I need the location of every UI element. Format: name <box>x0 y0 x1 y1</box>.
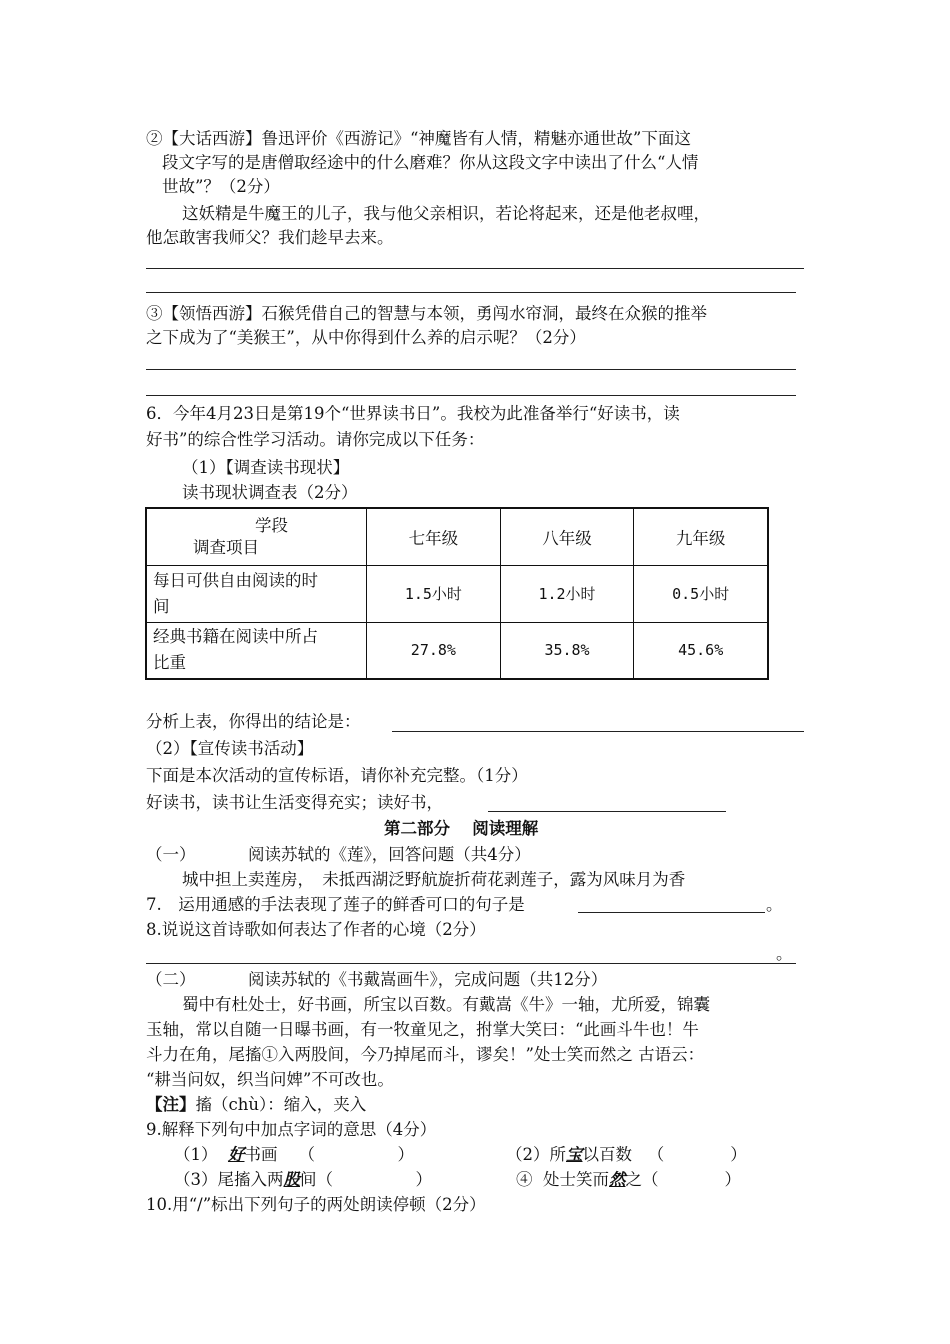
q9-item-rest: 书画 <box>244 1145 278 1164</box>
classical-text-line3: 斗力在角，尾搐①入两股间，今乃掉尾而斗，谬矣！”处士笑而然之 古语云： <box>146 1045 705 1064</box>
annotation-text: 搐（chù）：缩入，夹入 <box>195 1095 367 1114</box>
conclusion-prompt: 分析上表，你得出的结论是： <box>146 712 361 731</box>
classical-text-line2: 玉轴，常以自随一日曝书画，有一牧童见之，拊掌大笑曰：“此画斗牛也！牛 <box>146 1020 699 1039</box>
q9-item-rest: 之 <box>625 1170 642 1189</box>
q9-item-number: ④ <box>516 1170 533 1189</box>
q9-item-2 <box>506 1143 747 1167</box>
q9-key-char: 宝 <box>566 1145 583 1164</box>
q3-line2: 之下成为了“美猴王”，从中你得到什么养的启示呢？（2分） <box>146 328 586 347</box>
q9-answer-blank[interactable]: （ ） <box>316 1170 432 1189</box>
grade-8-header: 八年级 <box>500 508 634 565</box>
conclusion-answer-line[interactable] <box>392 731 804 732</box>
table-row <box>146 565 768 622</box>
q9-item-rest: 间 <box>300 1170 317 1189</box>
q10-text: 10.用“/”标出下列句子的两处朗读停顿（2分） <box>146 1195 486 1214</box>
q3-line1: ③【领悟西游】石猴凭借自己的智慧与本领，勇闯水帘洞，最终在众猴的推举 <box>146 304 707 323</box>
q8-text: 8.说说这首诗歌如何表达了作者的心境（2分） <box>146 920 486 939</box>
q3-answer-line-1[interactable] <box>146 369 796 370</box>
row-label-part-a: 每日可供自由阅读的时 <box>153 570 318 590</box>
section2-number: （二） <box>146 970 196 989</box>
table-title: 读书现状调查表（2分） <box>182 483 358 502</box>
section2-title: 阅读苏轼的《书戴嵩画牛》，完成问题（共12分） <box>248 970 608 989</box>
q9-answer-blank[interactable]: （ ） <box>647 1145 747 1164</box>
q2-quote-line1: 这妖精是牛魔王的儿子，我与他父亲相识，若论将起来，还是他老叔哩， <box>182 204 710 223</box>
q9-key-char: 然 <box>609 1170 626 1189</box>
grade-9-header: 九年级 <box>634 508 768 565</box>
q9-item-number: （3） <box>174 1170 218 1189</box>
q8-end: 。 <box>776 944 793 963</box>
q9-item-number: （1） <box>174 1145 218 1164</box>
q7-text: 7. 运用通感的手法表现了莲子的鲜香可口的句子是 <box>146 895 525 914</box>
q9-key-char: 股 <box>283 1170 300 1189</box>
table-row <box>146 622 768 679</box>
row-label <box>146 622 367 679</box>
table-cell: 35.8% <box>500 622 634 679</box>
q9-item-3 <box>174 1168 432 1192</box>
part2-heading: 第二部分 阅读理解 <box>384 819 539 838</box>
grade-7-header: 七年级 <box>367 508 501 565</box>
row-label-part-a: 经典书籍在阅读中所占 <box>153 627 318 647</box>
q6-task1: （1）【调查读书现状】 <box>182 458 350 477</box>
classical-text-line1: 蜀中有杜处士，好书画，所宝以百数。有戴嵩《牛》一轴，尤所爱，锦囊 <box>182 995 710 1014</box>
q7-end: 。 <box>766 895 783 914</box>
q9-item-pre: 尾搐入两 <box>217 1170 284 1189</box>
corner-bottom-label: 调查项目 <box>193 537 259 557</box>
q3-answer-line-2[interactable] <box>146 395 796 396</box>
section1-title: 阅读苏轼的《莲》，回答问题（共4分） <box>248 845 531 864</box>
table-cell: 0.5小时 <box>634 565 768 622</box>
q9-item-number: （2） <box>506 1145 550 1164</box>
q9-item-pre: 处士笑而 <box>543 1170 609 1189</box>
section1-number: （一） <box>146 845 196 864</box>
q9-item-1 <box>174 1143 414 1167</box>
corner-top-label: 学段 <box>255 515 289 535</box>
table-header-row <box>146 508 768 565</box>
table-cell: 27.8% <box>367 622 501 679</box>
q8-answer-line[interactable] <box>146 963 796 964</box>
table-cell: 1.2小时 <box>500 565 634 622</box>
annotation-label: 【注】 <box>146 1095 196 1114</box>
classical-text-line4: “耕当问奴，织当问婢”不可改也。 <box>146 1070 394 1089</box>
slogan-text: 好读书，读书让生活变得充实；读好书， <box>146 793 443 812</box>
slogan-prompt: 下面是本次活动的宣传标语，请你补充完整。（1分） <box>146 766 528 785</box>
q6-line1: 6．今年4月23日是第19个“世界读书日”。我校为此准备举行“好读书，读 <box>146 404 680 423</box>
q9-item-pre: 所 <box>549 1145 566 1164</box>
q2-line3: 世故”？（2分） <box>162 177 280 196</box>
q9-key-char: 好 <box>228 1145 245 1164</box>
annotation <box>146 1093 366 1117</box>
survey-table <box>145 507 769 680</box>
table-cell: 45.6% <box>634 622 768 679</box>
row-label-part-b: 间 <box>153 596 170 616</box>
q2-quote-line2: 他怎敢害我师父？我们趁早去来。 <box>146 228 394 247</box>
q9-item-4 <box>516 1168 741 1192</box>
row-label-part-b: 比重 <box>153 653 186 673</box>
q9-text: 9.解释下列句中加点字词的意思（4分） <box>146 1120 437 1139</box>
q2-line2: 段文字写的是唐僧取经途中的什么磨难？你从这段文字中读出了什么“人情 <box>162 153 699 172</box>
q9-answer-blank[interactable]: （ ） <box>642 1170 741 1189</box>
table-cell: 1.5小时 <box>367 565 501 622</box>
table-corner-cell <box>146 508 367 565</box>
q6-line2: 好书”的综合性学习活动。请你完成以下任务： <box>146 430 485 449</box>
q2-answer-line-2[interactable] <box>146 292 796 293</box>
q9-answer-blank[interactable]: （ ） <box>298 1145 414 1164</box>
q6-task2: （2）【宣传读书活动】 <box>146 739 314 758</box>
row-label <box>146 565 367 622</box>
q2-answer-line-1[interactable] <box>146 268 804 269</box>
q9-item-rest: 以百数 <box>582 1145 632 1164</box>
poem-text: 城中担上卖莲房， 未抵西湖泛野航旋折荷花剥莲子，露为风味月为香 <box>182 870 686 889</box>
q7-answer-line[interactable] <box>578 912 765 913</box>
slogan-answer-line[interactable] <box>488 811 726 812</box>
q2-line1: ②【大话西游】鲁迅评价《西游记》“神魔皆有人情，精魅亦通世故”下面这 <box>146 129 691 148</box>
